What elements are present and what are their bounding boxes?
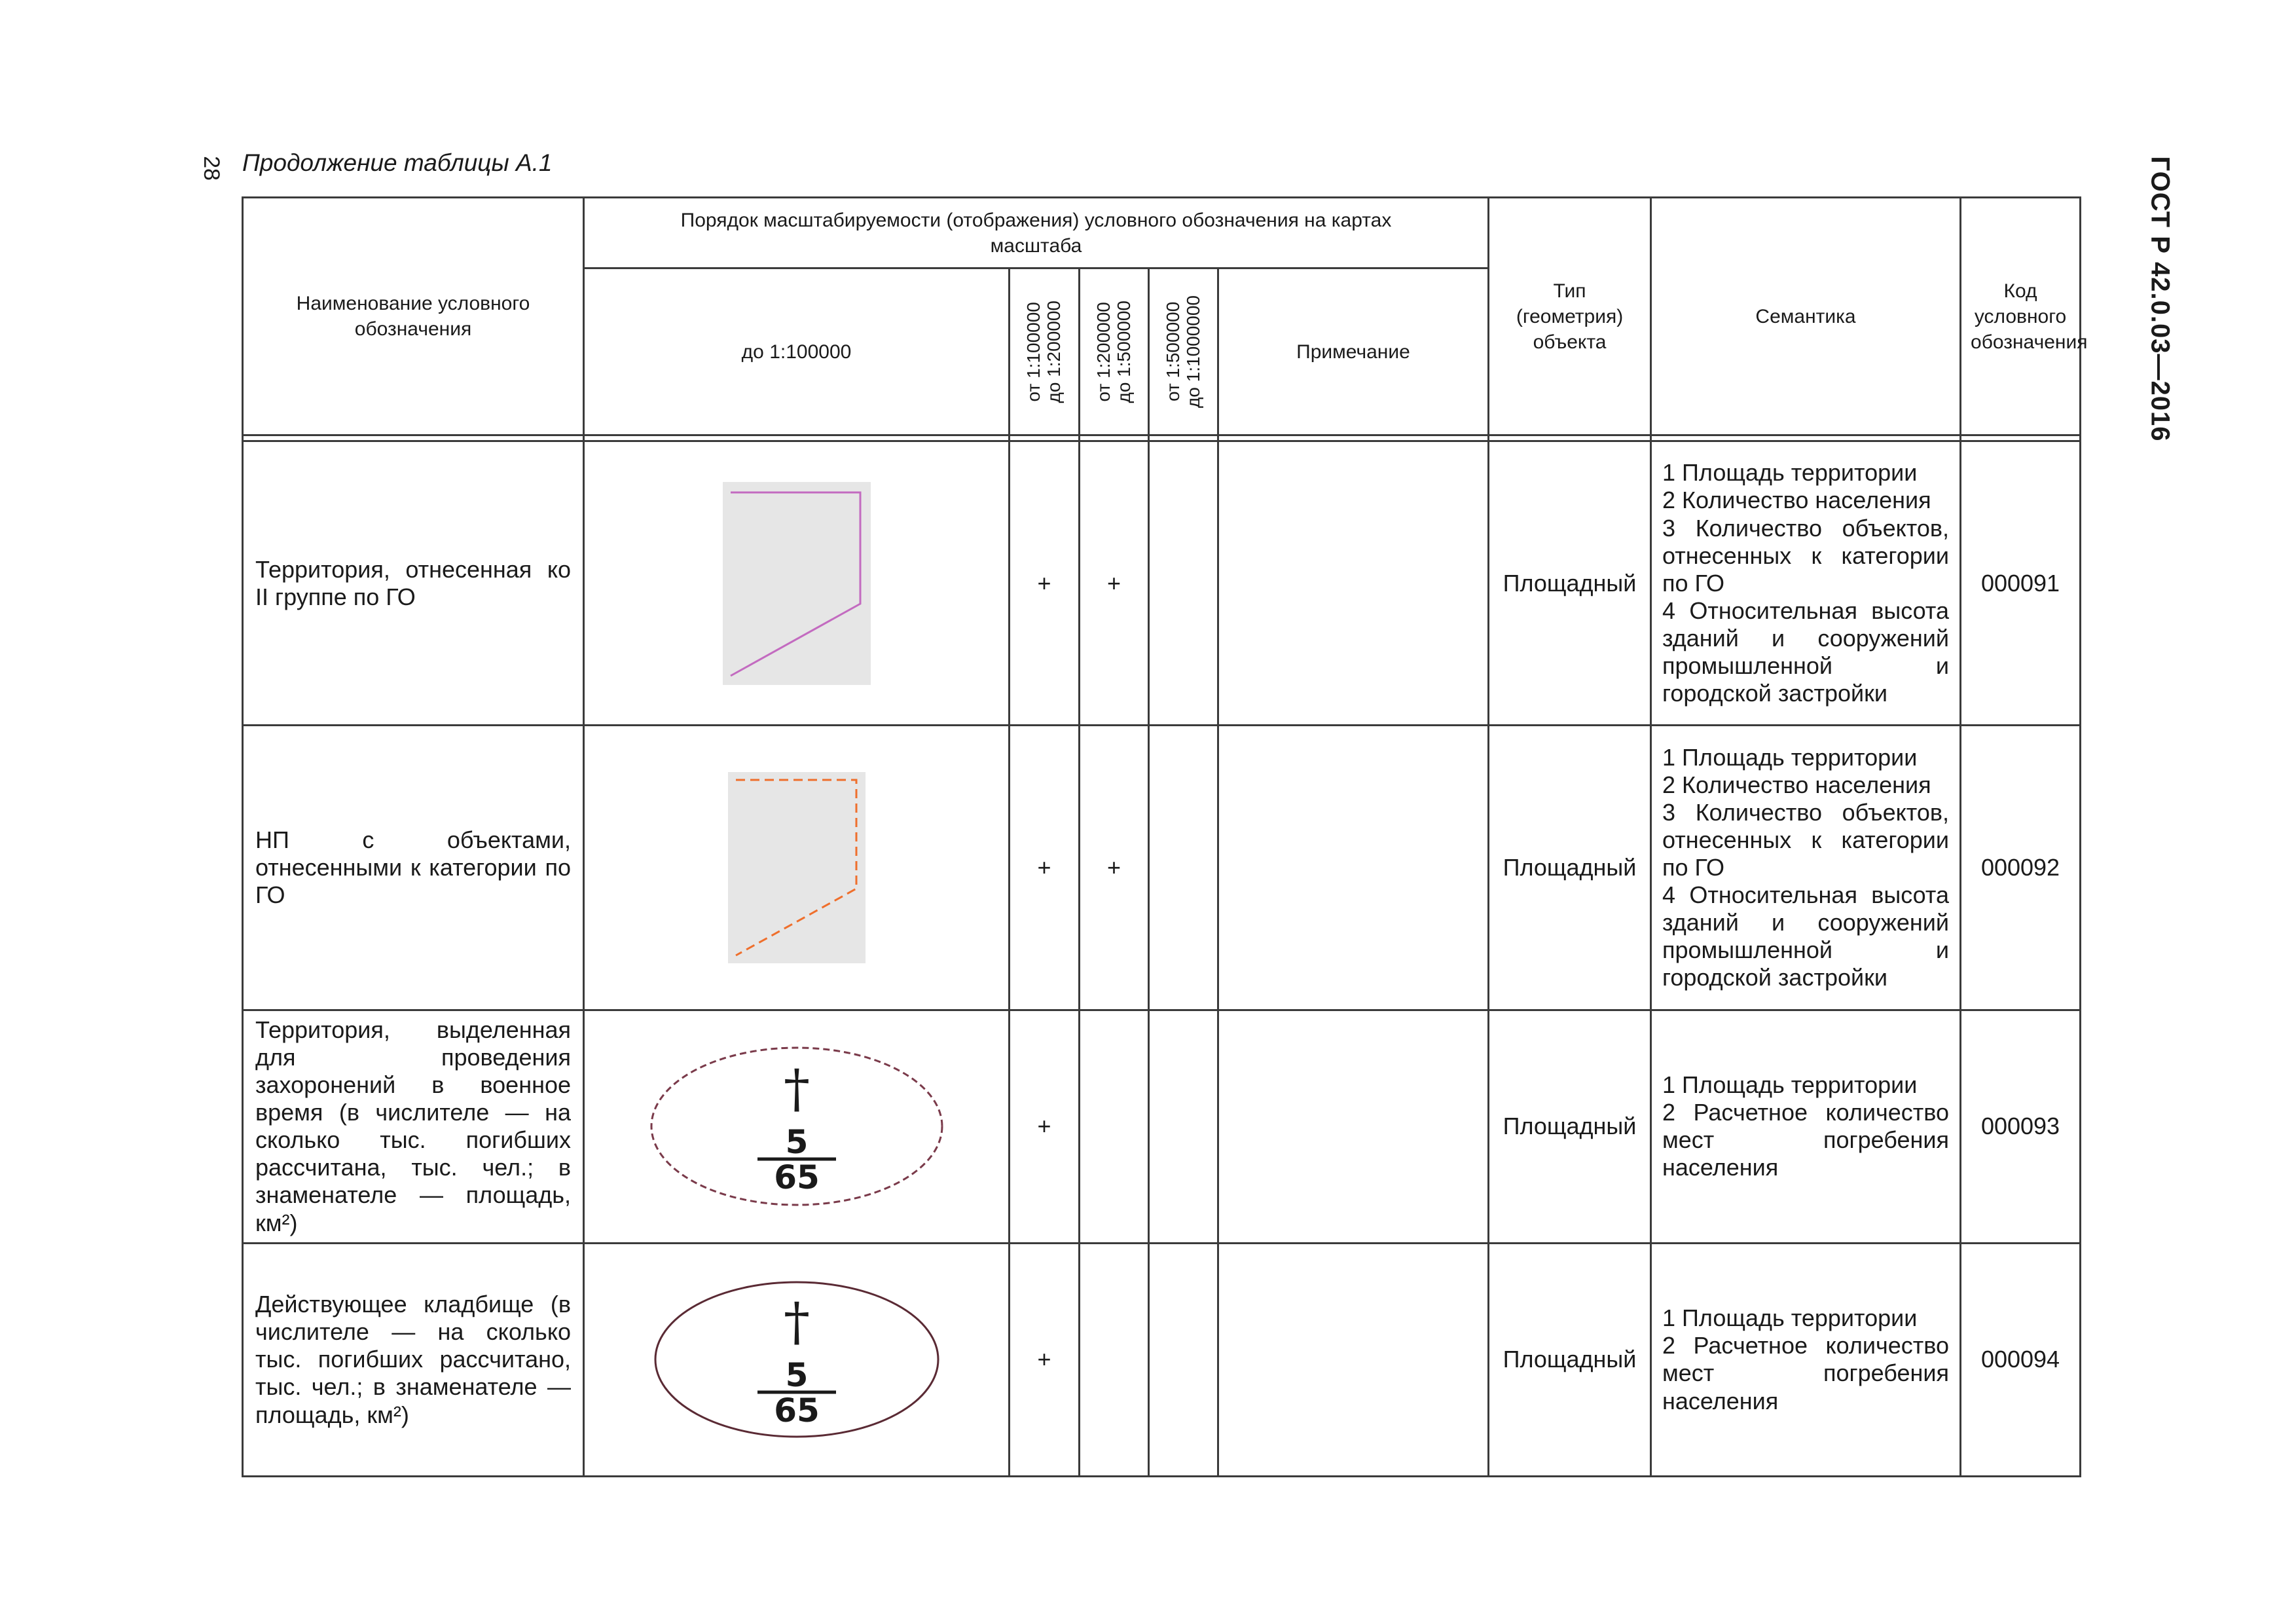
header-semantics: Семантика <box>1651 198 1961 435</box>
scale-mark: + <box>1010 1243 1080 1476</box>
symbol-name: Действующее кладбище (в числителе — на сколько тыс. погибших рассчитано, тыс. чел.; в знаменателе — площадь, км²) <box>243 1243 584 1476</box>
scale-mark: + <box>1010 441 1080 726</box>
semantics: 1 Площадь территории 2 Количество населения 3 Количество объектов, отнесенных к категории по ГО 4 Относительная высота зданий и сооружений промышленной и городской застройки <box>1651 726 1961 1010</box>
symbol-image-cell <box>584 1243 1010 1476</box>
symbol-image-cell <box>584 726 1010 1010</box>
denominator: 65 <box>773 1158 820 1197</box>
semantics: 1 Площадь территории 2 Количество населения 3 Количество объектов, отнесенных к категории по ГО 4 Относительная высота зданий и сооружений промышленной и городской застройки <box>1651 441 1961 726</box>
note-cell <box>1218 726 1489 1010</box>
header-code: Код условного обозначения <box>1961 198 2081 435</box>
scale-mark <box>1149 441 1218 726</box>
object-type: Площадный <box>1489 1010 1651 1243</box>
table-row <box>243 1243 2081 1476</box>
semantics: 1 Площадь территории 2 Расчетное количество мест погребения населения <box>1651 1243 1961 1476</box>
table-row <box>243 1010 2081 1243</box>
scale-mark <box>1149 1010 1218 1243</box>
scale-mark <box>1080 1243 1149 1476</box>
table-row <box>243 726 2081 1010</box>
symbol-image-cell <box>584 1010 1010 1243</box>
numerator: 5 <box>785 1356 808 1395</box>
table-caption: Продолжение таблицы А.1 <box>242 149 553 176</box>
polygon-dashed-symbol <box>728 772 866 963</box>
header-type: Тип (геометрия) объекта <box>1489 198 1651 435</box>
page-number: 28 <box>199 156 225 181</box>
note-cell <box>1218 1243 1489 1476</box>
header-scale-4: от 1:500000 до 1:1000000 <box>1149 268 1218 435</box>
object-type: Площадный <box>1489 1243 1651 1476</box>
scale-mark <box>1149 1243 1218 1476</box>
header-scale-2: от 1:100000 до 1:200000 <box>1010 268 1080 435</box>
scale-mark: + <box>1080 726 1149 1010</box>
scale-mark <box>1149 726 1218 1010</box>
header-scale-upto: до 1:100000 <box>584 268 1010 435</box>
symbol-name: НП с объектами, отнесенными к категории по ГО <box>243 726 584 1010</box>
symbol-code: 000092 <box>1961 726 2081 1010</box>
header-scale-group: Порядок масштабируемости (отображения) условного обозначения на картах масштаба <box>584 198 1489 268</box>
symbols-table <box>242 196 2088 1477</box>
symbol-code: 000091 <box>1961 441 2081 726</box>
header-name: Наименование условного обозначения <box>243 198 584 435</box>
table-row <box>243 441 2081 726</box>
symbol-code: 000093 <box>1961 1010 2081 1243</box>
symbol-name: Территория, выделенная для проведения захоронений в военное время (в числителе — на сколько тыс. погибших рассчитана, тыс. чел.; в знаменателе — площадь, км²) <box>243 1010 584 1243</box>
polygon-solid-symbol <box>723 482 871 685</box>
semantics: 1 Площадь территории 2 Расчетное количество мест погребения населения <box>1651 1010 1961 1243</box>
scale-mark: + <box>1010 726 1080 1010</box>
burial-ellipse-dashed-symbol <box>646 1041 947 1211</box>
cross-icon: † <box>783 1058 810 1120</box>
header-note: Примечание <box>1218 268 1489 435</box>
symbol-code: 000094 <box>1961 1243 2081 1476</box>
header-scale-3: от 1:200000 до 1:500000 <box>1080 268 1149 435</box>
cross-icon: † <box>783 1291 810 1353</box>
denominator: 65 <box>773 1392 820 1430</box>
symbol-image-cell <box>584 441 1010 726</box>
scale-mark: + <box>1080 441 1149 726</box>
object-type: Площадный <box>1489 726 1651 1010</box>
cemetery-ellipse-solid-symbol <box>646 1274 947 1445</box>
scale-mark: + <box>1010 1010 1080 1243</box>
symbol-name: Территория, отнесенная ко II группе по ГО <box>243 441 584 726</box>
object-type: Площадный <box>1489 441 1651 726</box>
note-cell <box>1218 441 1489 726</box>
scale-mark <box>1080 1010 1149 1243</box>
header-separator <box>243 435 2081 441</box>
standard-designation: ГОСТ Р 42.0.03—2016 <box>2145 156 2175 441</box>
numerator: 5 <box>785 1123 808 1162</box>
note-cell <box>1218 1010 1489 1243</box>
